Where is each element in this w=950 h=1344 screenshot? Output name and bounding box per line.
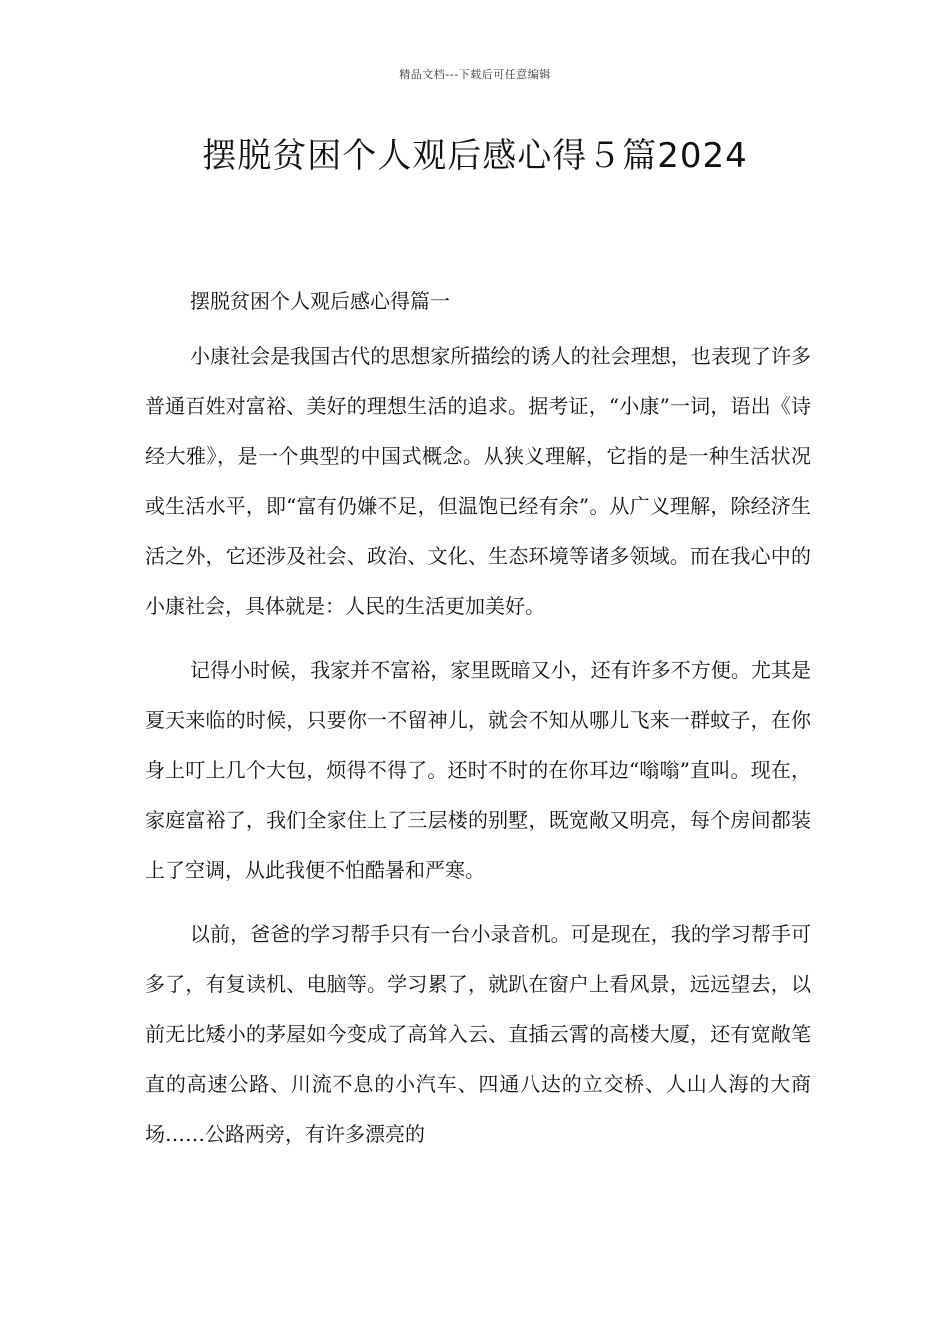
document-title: 摆脱贫困个人观后感心得５篇2024 [202, 136, 748, 176]
paragraph-2: 记得小时候，我家并不富裕，家里既暗又小，还有许多不方便。尤其是夏天来临的时候，只要你一不留神儿，就会不知从哪儿飞来一群蚊子，在你身上叮上几个大包，烦得不得了。还时不时的在你耳边“嗡嗡”直叫。现在，家庭富裕了，我们全家住上了三层楼的别墅，既宽敞又明亮，每个房间都装上了空调，从此我便不怕酷暑和严寒。 [145, 658, 811, 882]
section-heading: 摆脱贫困个人观后感心得篇一 [190, 289, 450, 313]
paragraph-3: 以前，爸爸的学习帮手只有一台小录音机。可是现在，我的学习帮手可多了，有复读机、电脑等。学习累了，就趴在窗户上看风景，远远望去，以前无比矮小的茅屋如今变成了高耸入云、直插云霄的高楼大厦，还有宽敞笔直的高速公路、川流不息的小汽车、四通八达的立交桥、人山人海的大商场……公路两旁，有许多漂亮的 [145, 922, 811, 1146]
article-body [145, 284, 811, 1173]
paragraph-1: 小康社会是我国古代的思想家所描绘的诱人的社会理想，也表现了许多普通百姓对富裕、美好的理想生活的追求。据考证，“小康”一词，语出《诗经大雅》，是一个典型的中国式概念。从狭义理解，它指的是一种生活状况或生活水平，即“富有仍嫌不足，但温饱已经有余”。从广义理解，除经济生活之外，它还涉及社会、政治、文化、生态环境等诸多领域。而在我心中的小康社会，具体就是：人民的生活更加美好。 [145, 344, 811, 618]
header-note: 精品文档---下载后可任意编辑 [399, 68, 551, 81]
